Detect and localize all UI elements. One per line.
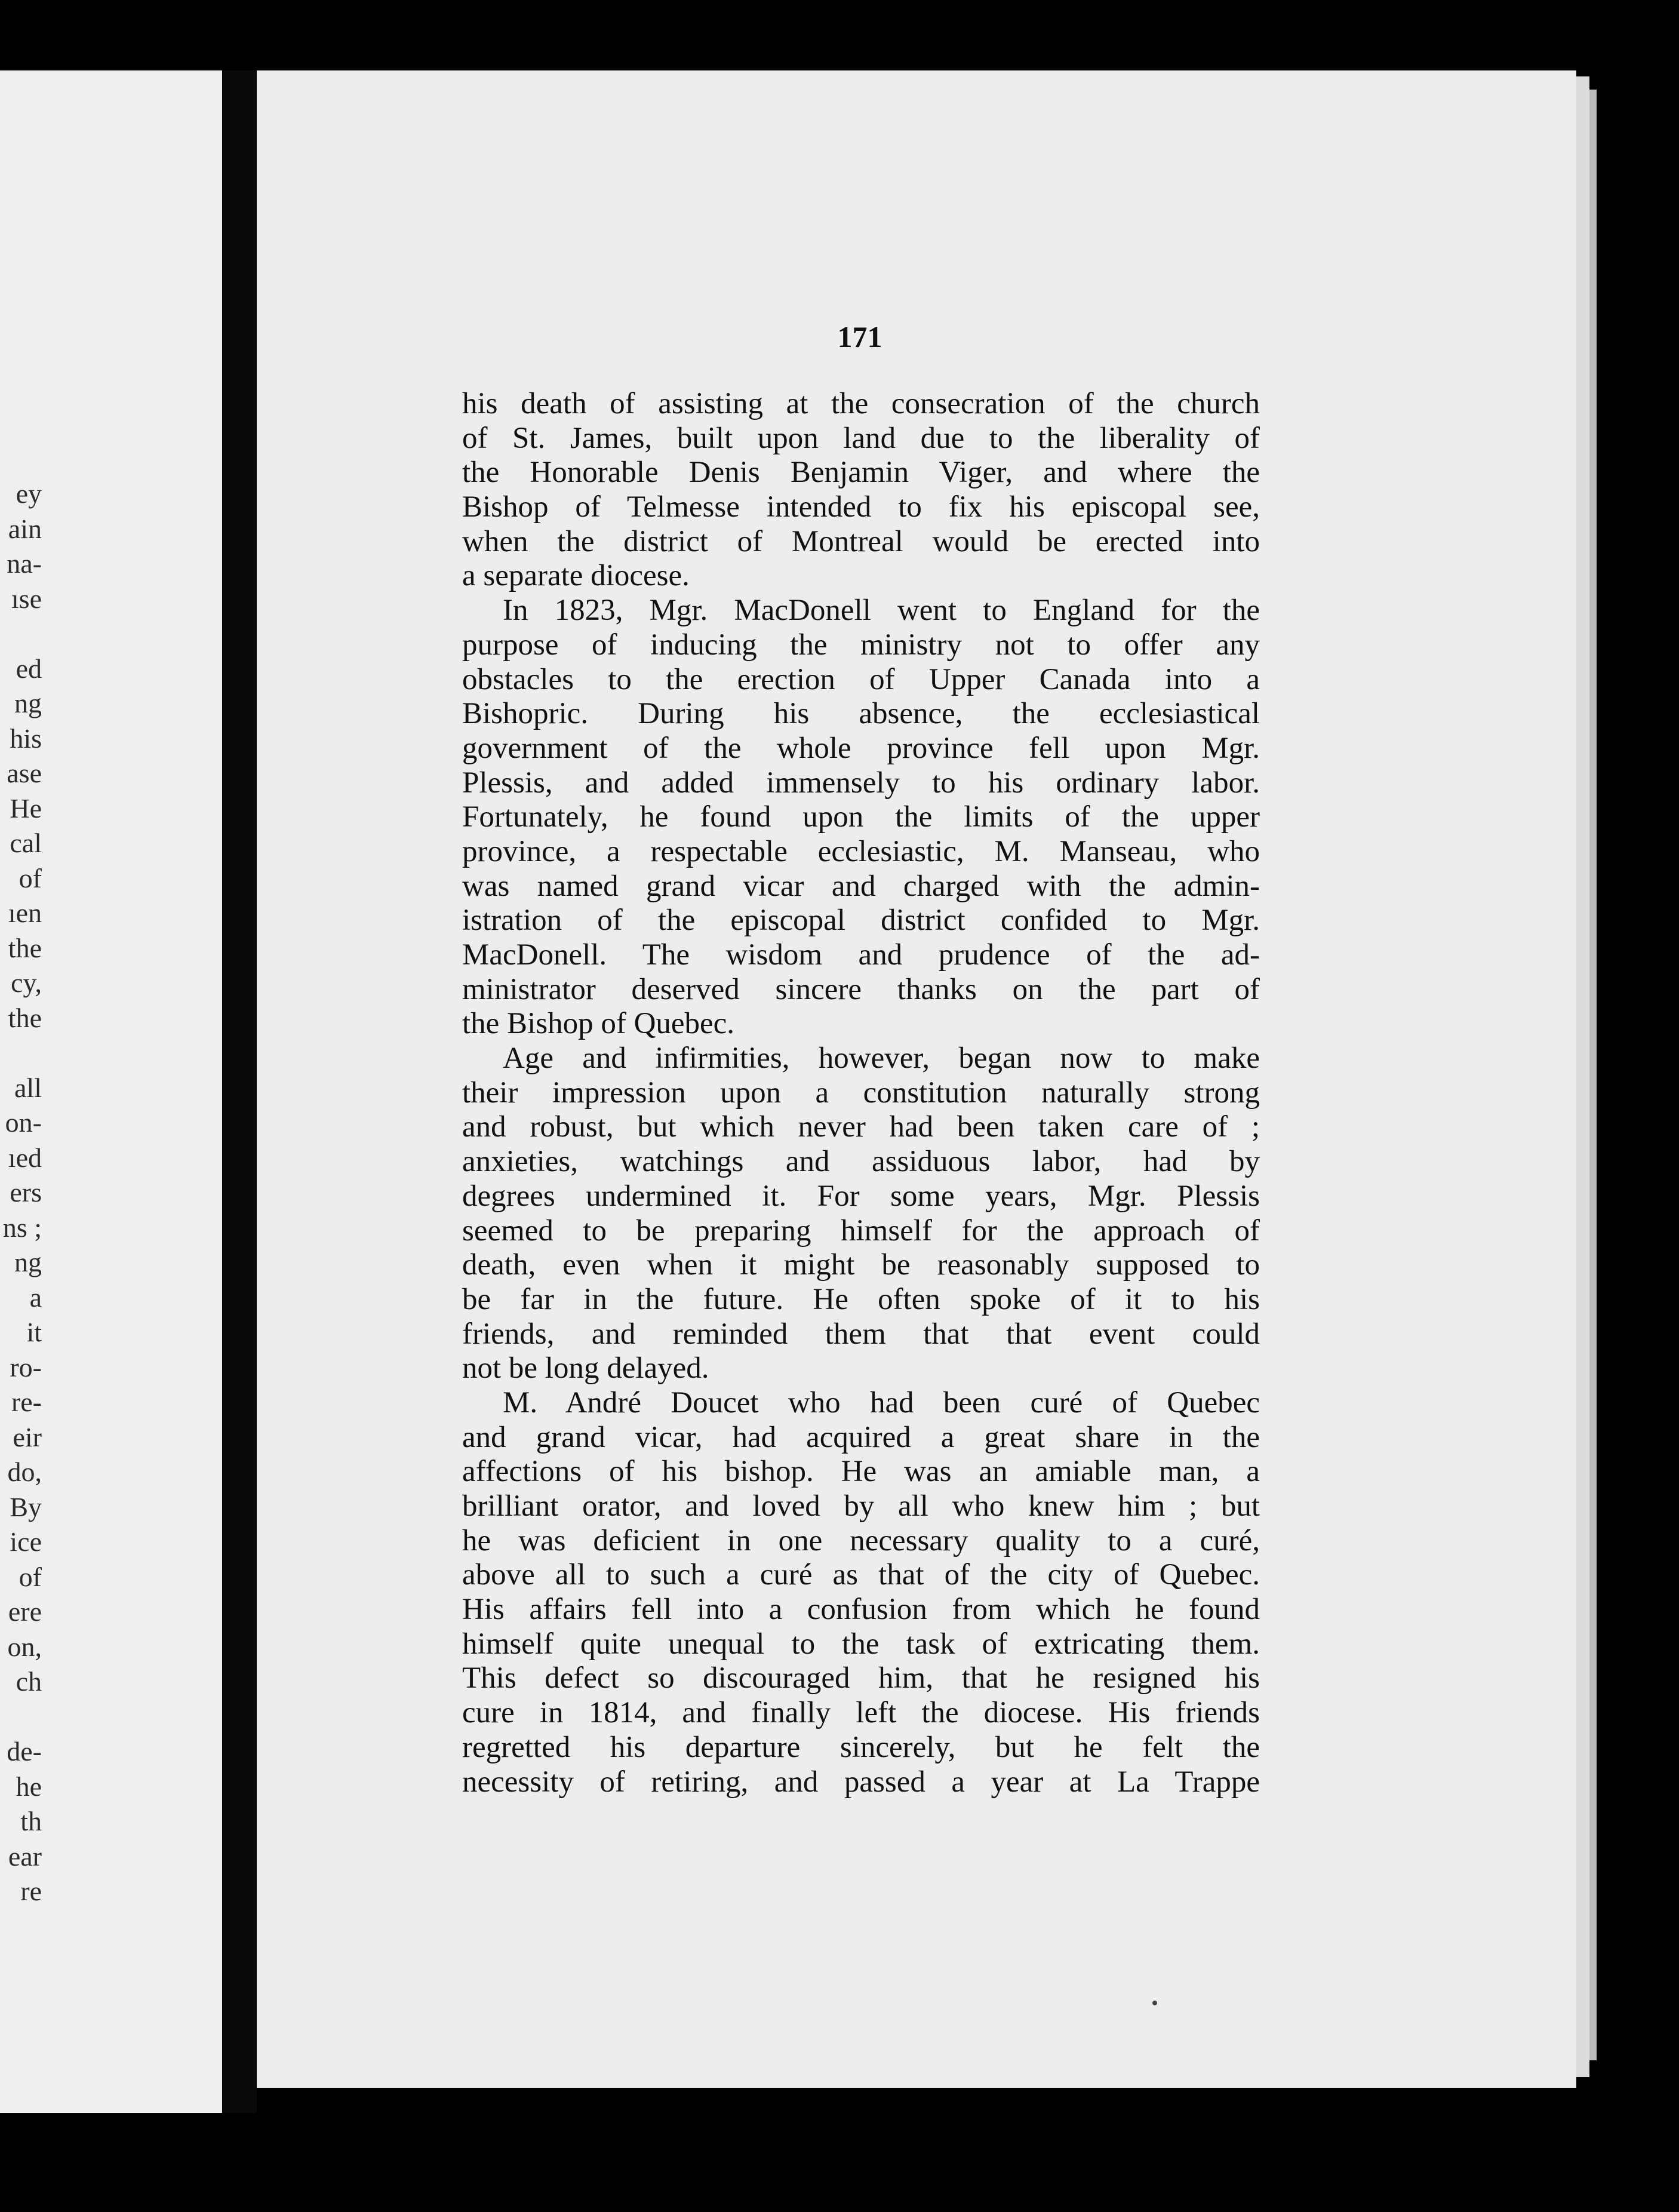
left-page <box>0 70 222 2113</box>
text-line: and grand vicar, had acquired a great share in the <box>462 1420 1260 1454</box>
text-line: the Bishop of Quebec. <box>462 1007 735 1041</box>
text-line: Plessis, and added immensely to his ordinary labor. <box>462 766 1260 800</box>
text-line: regretted his departure sincerely, but he felt the <box>462 1730 1260 1764</box>
left-fragment: of <box>19 862 42 893</box>
left-fragment: ere <box>8 1596 42 1627</box>
text-line: province, a respectable ecclesiastic, M. Manseau, who <box>462 834 1260 868</box>
left-fragment: de- <box>7 1736 42 1766</box>
text-line: purpose of inducing the ministry not to offer any <box>462 628 1260 662</box>
text-line: affections of his bishop. He was an amiable man, a <box>462 1455 1260 1489</box>
left-fragment: it <box>26 1317 42 1347</box>
text-line: degrees undermined it. For some years, Mgr. Plessis <box>462 1179 1260 1213</box>
text-line: not be long delayed. <box>462 1351 709 1385</box>
text-line: friends, and reminded them that that event could <box>462 1317 1260 1351</box>
body-text <box>462 387 1260 1799</box>
text-line: istration of the episcopal district confided to Mgr. <box>462 904 1260 938</box>
left-fragment: ns ; <box>2 1212 42 1243</box>
left-fragment: he <box>16 1771 42 1802</box>
text-line: death, even when it might be reasonably supposed to <box>462 1248 1260 1282</box>
text-line: a separate diocese. <box>462 559 690 593</box>
text-line: His affairs fell into a confusion from which he found <box>462 1593 1260 1627</box>
text-line: was named grand vicar and charged with the admin- <box>462 869 1260 903</box>
left-fragment: ro- <box>10 1351 42 1382</box>
left-fragment: ıen <box>8 898 42 928</box>
text-line: brilliant orator, and loved by all who knew him ; but <box>462 1489 1260 1523</box>
left-page-text-fragments <box>0 477 42 1909</box>
text-line: Age and infirmities, however, began now to make <box>503 1042 1260 1076</box>
left-fragment: ıse <box>11 583 42 614</box>
left-fragment: ase <box>7 758 42 788</box>
left-fragment: He <box>10 792 42 824</box>
left-fragment: ers <box>10 1177 42 1208</box>
text-line: himself quite unequal to the task of extricating them. <box>462 1627 1260 1661</box>
left-fragment: do, <box>7 1457 42 1487</box>
book-spine <box>222 70 257 2113</box>
text-line: obstacles to the erection of Upper Canada into a <box>462 662 1260 696</box>
text-line: when the district of Montreal would be erected into <box>462 524 1260 558</box>
text-line: necessity of retiring, and passed a year at La Trappe <box>462 1765 1260 1799</box>
left-fragment: ed <box>16 653 42 684</box>
text-line: Bishopric. During his absence, the ecclesiastical <box>462 697 1260 731</box>
left-fragment: a <box>29 1282 42 1313</box>
text-line: Fortunately, he found upon the limits of the upper <box>462 800 1260 834</box>
text-line: be far in the future. He often spoke of it to his <box>462 1282 1260 1316</box>
text-line: seemed to be preparing himself for the approach of <box>462 1213 1260 1248</box>
text-line: above all to such a curé as that of the city of Quebec. <box>462 1558 1260 1592</box>
page-edge <box>1576 76 1589 2077</box>
left-fragment <box>0 1036 42 1071</box>
left-fragment: cy, <box>11 967 42 998</box>
text-line: their impression upon a constitution naturally strong <box>462 1076 1260 1110</box>
text-line: cure in 1814, and finally left the diocese. His friends <box>462 1696 1260 1730</box>
left-fragment: ain <box>8 513 42 544</box>
left-fragment: ng <box>14 1247 42 1277</box>
text-line: ministrator deserved sincere thanks on the part of <box>462 972 1260 1006</box>
left-fragment: eir <box>13 1421 42 1452</box>
left-fragment: of <box>19 1561 42 1592</box>
left-fragment: ear <box>8 1841 42 1872</box>
left-fragment: th <box>20 1806 42 1836</box>
left-fragment: ey <box>16 478 42 509</box>
text-line: and robust, but which never had been taken care of ; <box>462 1110 1260 1144</box>
text-line: MacDonell. The wisdom and prudence of the ad- <box>462 938 1260 972</box>
left-fragment: on- <box>5 1107 42 1138</box>
left-fragment: on, <box>7 1631 42 1662</box>
text-line: government of the whole province fell upon Mgr. <box>462 731 1260 765</box>
text-line: anxieties, watchings and assiduous labor, had by <box>462 1145 1260 1179</box>
left-fragment: ch <box>16 1666 42 1697</box>
left-fragment <box>0 616 42 652</box>
left-fragment: ice <box>10 1526 42 1557</box>
ink-speck <box>1152 2001 1157 2005</box>
text-line: of St. James, built upon land due to the liberality of <box>462 421 1260 455</box>
left-fragment: his <box>10 723 42 754</box>
left-fragment: ng <box>14 688 42 718</box>
left-fragment: all <box>14 1072 42 1103</box>
left-fragment: By <box>10 1491 42 1522</box>
left-fragment: the <box>8 932 42 963</box>
text-line: his death of assisting at the consecration of the church <box>462 387 1260 420</box>
left-fragment: the <box>8 1002 42 1033</box>
text-line: M. André Doucet who had been curé of Quebec <box>503 1385 1260 1420</box>
left-fragment: cal <box>10 828 42 858</box>
page-edge-shadow <box>1589 90 1597 2060</box>
left-fragment: na- <box>7 548 42 579</box>
text-line: Bishop of Telmesse intended to fix his episcopal see, <box>462 490 1260 524</box>
text-line: the Honorable Denis Benjamin Viger, and where the <box>462 456 1260 490</box>
text-line: In 1823, Mgr. MacDonell went to England for the <box>503 594 1260 628</box>
left-fragment: re- <box>11 1387 42 1417</box>
left-fragment <box>0 1700 42 1735</box>
left-fragment: re <box>20 1876 42 1906</box>
page-number: 171 <box>837 320 882 354</box>
left-fragment: ıed <box>8 1142 42 1173</box>
text-line: This defect so discouraged him, that he resigned his <box>462 1661 1260 1695</box>
text-line: he was deficient in one necessary quality to a curé, <box>462 1523 1260 1557</box>
